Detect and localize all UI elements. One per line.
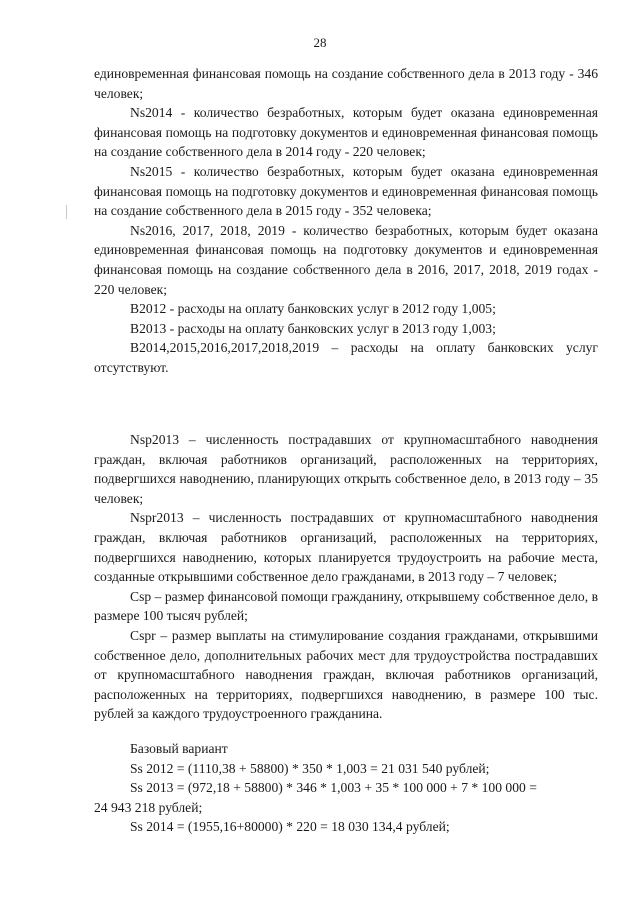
paragraph: B2012 - расходы на оплату банковских услуг в 2012 году 1,005; (130, 301, 496, 317)
paragraph: Ns2016, 2017, 2018, 2019 - количество безработных, которым будет оказана единовременная финансовая помощь на подготовку документов и единовременная финансовая помощь на создание собственного дела в 2016, 2017, 2018, 2019 годах - 220 человек; (94, 222, 598, 297)
base-variant-heading: Базовый вариант (130, 741, 228, 756)
paragraph: B2013 - расходы на оплату банковских услуг в 2013 году 1,003; (130, 320, 496, 336)
paragraph: Csp – размер финансовой помощи гражданину, открывшему собственное дело, в размере 100 тысяч рублей; (94, 588, 598, 624)
margin-mark (66, 205, 67, 219)
paragraph: единовременная финансовая помощь на создание собственного дела в 2013 году - 346 человек; (94, 66, 598, 101)
definitions-block-top (94, 64, 598, 378)
page-number: 28 (313, 35, 327, 50)
calculation-ss2014: Ss 2014 = (1955,16+80000) * 220 = 18 030 134,4 рублей; (130, 819, 450, 835)
calculation-ss2013: Ss 2013 = (972,18 + 58800) * 346 * 1,003 + 35 * 100 000 + 7 * 100 000 = (130, 780, 537, 796)
base-variant-block (94, 739, 598, 837)
paragraph: Ns2014 - количество безработных, которым будет оказана единовременная финансовая помощь на подготовку документов и единовременная финансовая помощь на создание собственного дела в 2014 году - 220 человек; (94, 105, 598, 160)
paragraph: Ns2015 - количество безработных, которым будет оказана единовременная финансовая помощь на подготовку документов и единовременная финансовая помощь на создание собственного дела в 2015 году - 352 человека; (94, 163, 598, 219)
calculation-ss2013-result: 24 943 218 рублей; (94, 799, 203, 815)
paragraph: Cspr – размер выплаты на стимулирование создания гражданами, открывшими собственное дело, дополнительных рабочих мест для трудоустройства пострадавших от крупномасштабного наводнения граждан, включая работников организаций, расположенных на территориях, подвергшихся наводнению, в размере 100 тыс. рублей за каждого трудоустроенного гражданина. (94, 627, 598, 722)
paragraph: Nsp2013 – численность пострадавших от крупномасштабного наводнения граждан, включая работников организаций, расположенных на территориях, подвергшихся наводнению, планирующих открыть собственное дело, в 2013 году – 35 человек; (94, 432, 598, 506)
calculation-ss2012: Ss 2012 = (1110,38 + 58800) * 350 * 1,003 = 21 031 540 рублей; (130, 760, 490, 776)
paragraph: B2014,2015,2016,2017,2018,2019 – расходы на оплату банковских услуг отсутствуют. (94, 340, 598, 375)
paragraph: Nspr2013 – численность пострадавших от крупномасштабного наводнения граждан, включая работников организаций, расположенных на территориях, подвергшихся наводнению, которых планируется трудоустроить на рабочие места, созданные открывшими собственное дело гражданами, в 2013 году – 7 человек; (94, 510, 598, 585)
definitions-block-middle (94, 430, 598, 724)
